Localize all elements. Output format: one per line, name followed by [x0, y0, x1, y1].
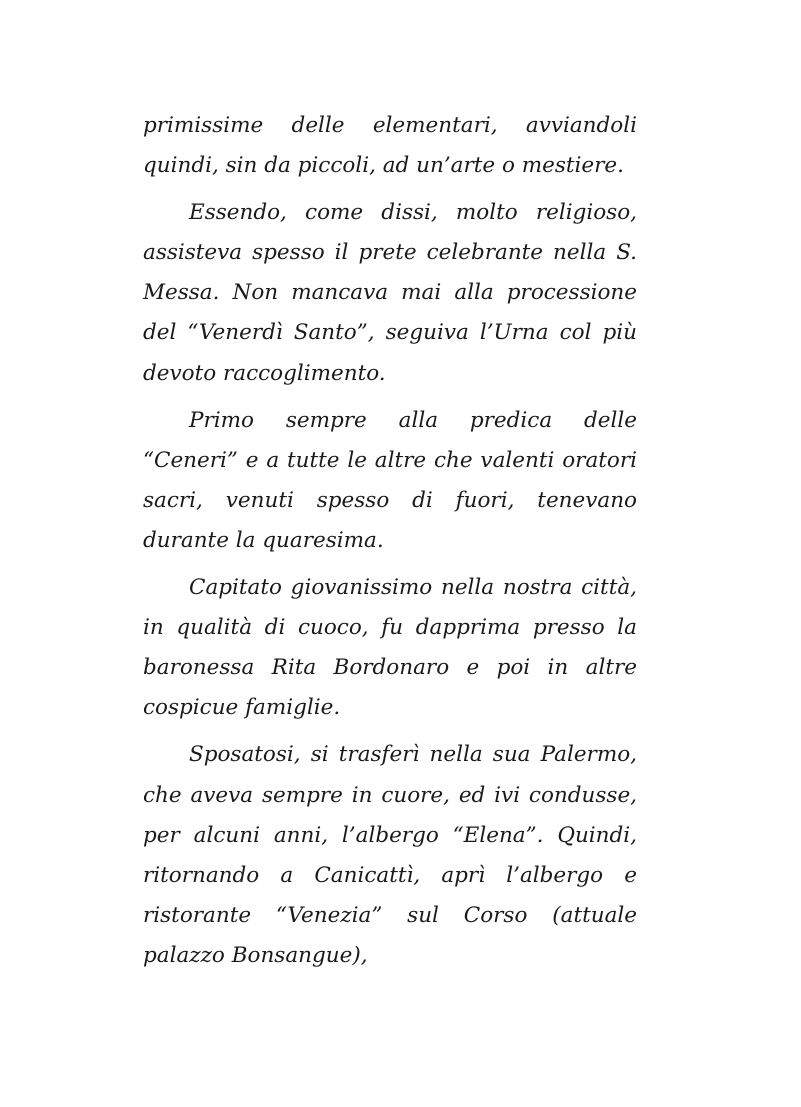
body-text	[143, 106, 637, 976]
paragraph-1: primissime delle elementari, avviandoli quindi, sin da piccoli, ad un’arte o mestiere.	[143, 113, 637, 179]
paragraph-5: Sposatosi, si trasferì nella sua Palermo, che aveva sempre in cuore, ed ivi condusse, per alcuni anni, l’albergo “Elena”. Quindi, ritornando a Canicattì, aprì l’albergo e ristorante “Venezia” sul Corso (attuale palazzo Bonsangue),	[143, 742, 637, 968]
paragraph-3: Primo sempre alla predica delle “Ceneri” e a tutte le altre che valenti oratori sacri, venuti spesso di fuori, tenevano durante la quaresima.	[143, 407, 637, 553]
paragraph-2: Essendo, come dissi, molto religioso, assisteva spesso il prete celebrante nella S. Messa. Non mancava mai alla processione del “Venerdì Santo”, seguiva l’Urna col più devoto raccoglimento.	[143, 200, 637, 386]
paragraph-4: Capitato giovanissimo nella nostra città, in qualità di cuoco, fu dapprima presso la baronessa Rita Bordonaro e poi in altre cospicue famiglie.	[143, 575, 637, 721]
